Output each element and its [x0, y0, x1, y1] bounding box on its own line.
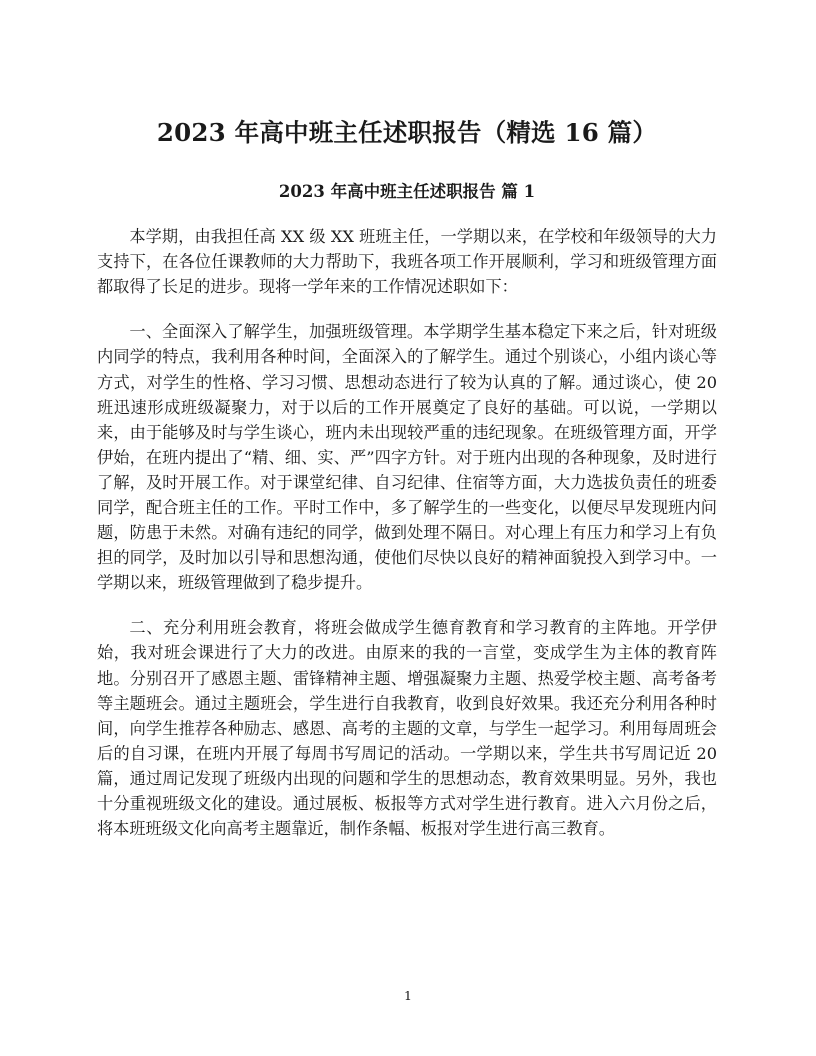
body-paragraph: 本学期，由我担任高 XX 级 XX 班班主任，一学期以来，在学校和年级领导的大力支持下，在各位任课教师的大力帮助下，我班各项工作开展顺利，学习和班级管理方面都取得了长足的进步。现将一学年来的工作情况述职如下： — [97, 227, 717, 297]
body-paragraph: 二、充分利用班会教育，将班会做成学生德育教育和学习教育的主阵地。开学伊始，我对班会课进行了大力的改进。由原来的我的一言堂，变成学生为主体的教育阵地。分别召开了感恩主题、雷锋精神主题、增强凝聚力主题、热爱学校主题、高考备考等主题班会。通过主题班会，学生进行自我教育，收到良好效果。我还充分利用各种时间，向学生推荐各种励志、感恩、高考的主题的文章，与学生一起学习。利用每周班会后的自习课，在班内开展了每周书写周记的活动。一学期以来，学生共书写周记近 20 篇，通过周记发现了班级内出现的问题和学生的思想动态，教育效果明显。另外，我也十分重视班级文化的建设。通过展板、板报等方式对学生进行教育。进入六月份之后，将本班班级文化向高考主题靠近，制作条幅、板报对学生进行高三教育。 — [97, 618, 717, 839]
body-paragraph: 一、全面深入了解学生，加强班级管理。本学期学生基本稳定下来之后，针对班级内同学的特点，我利用各种时间，全面深入的了解学生。通过个别谈心，小组内谈心等方式，对学生的性格、学习习惯、思想动态进行了较为认真的了解。通过谈心，使 20 班迅速形成班级凝聚力，对于以后的工作开展奠定了良好的基础。可以说，一学期以来，由于能够及时与学生谈心，班内未出现较严重的违纪现象。在班级管理方面，开学伊始，在班内提出了“精、细、实、严”四字方针。对于班内出现的各种现象，及时进行了解，及时开展工作。对于课堂纪律、自习纪律、住宿等方面，大力选拔负责任的班委同学，配合班主任的工作。平时工作中，多了解学生的一些变化，以便尽早发现班内问题，防患于未然。对确有违纪的同学，做到处理不隔日。对心理上有压力和学习上有负担的同学，及时加以引导和思想沟通，使他们尽快以良好的精神面貌投入到学习中。一学期以来，班级管理做到了稳步提升。 — [97, 322, 717, 593]
page-number: 1 — [404, 988, 412, 1003]
document-content — [97, 0, 717, 841]
document-subtitle: 2023 年高中班主任述职报告 篇 1 — [278, 181, 536, 201]
page-title: 2023 年高中班主任述职报告（精选 16 篇） — [156, 118, 658, 147]
